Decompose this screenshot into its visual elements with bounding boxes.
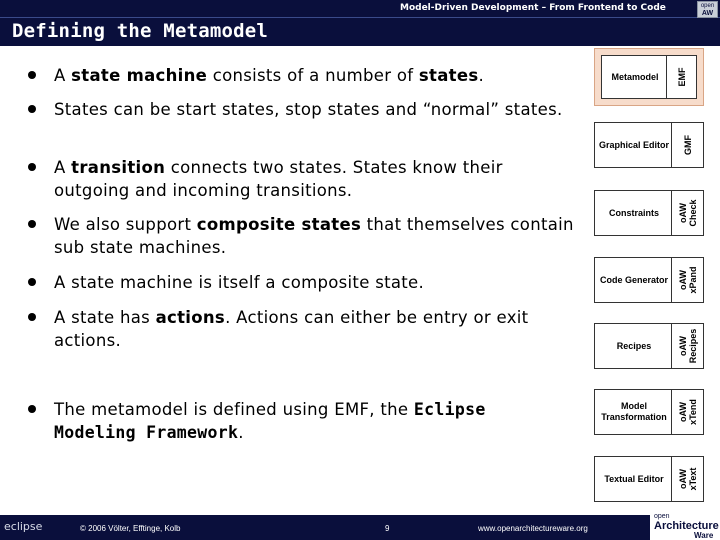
bullet-text-run: We also support: [54, 215, 197, 234]
oaw-logo: [697, 1, 718, 18]
bullet-emphasis: transition: [71, 158, 166, 177]
bullet-text-run: A: [54, 66, 72, 85]
tool-box: [594, 456, 704, 502]
tool-box-label: Metamodel: [611, 71, 659, 82]
bullet-emphasis: Eclipse Modeling Framework: [54, 400, 486, 442]
tool-box-label: Graphical Editor: [598, 139, 669, 150]
oa-logo-line2: Architecture: [654, 520, 719, 532]
eclipse-logo: eclipse: [4, 520, 43, 533]
site-url: www.openarchitectureware.org: [478, 524, 588, 533]
tool-box: [594, 122, 704, 168]
bullet-text-run: .: [238, 423, 244, 442]
tool-box-technology: [671, 191, 703, 235]
tool-box-label: Constraints: [608, 207, 659, 218]
bullet-text: [54, 156, 574, 202]
bullet-text-run: connects two states. States know their outgoing and incoming transitions.: [54, 158, 503, 200]
bullet-text-run: A: [54, 158, 72, 177]
bullet-text-run: A state machine is itself a composite state.: [54, 273, 425, 292]
bullet-text-run: States can be start states, stop states and “normal” states.: [54, 100, 563, 119]
bullet-emphasis: actions: [155, 308, 226, 327]
bullet-dot: [28, 405, 36, 413]
bullet-text-run: . Actions can either be entry or exit actions.: [54, 308, 529, 350]
oaw-logo-line1: open: [700, 3, 715, 9]
bullet-text: [54, 64, 574, 87]
bullet-dot: [28, 105, 36, 113]
bullet-dot: [28, 220, 36, 228]
oa-logo-line1: open: [654, 513, 670, 520]
tool-box-technology: [671, 457, 703, 501]
bullet-text: [54, 306, 574, 352]
tool-box: [594, 190, 704, 236]
bullet-emphasis: state machine: [71, 66, 208, 85]
bullet-dot: [28, 313, 36, 321]
tool-box-label: Code Generator: [599, 274, 668, 285]
openarchitectureware-logo: [650, 512, 720, 540]
bullet-text-run: A state has: [54, 308, 156, 327]
bullet-text: [54, 271, 574, 294]
tool-box-label: Model Transformation: [601, 401, 667, 422]
bullet-text: [54, 398, 574, 444]
tool-box: [594, 323, 704, 369]
tool-box-technology-label: oAW xText: [677, 467, 698, 491]
tool-box-technology-label: EMF: [676, 67, 687, 87]
bullet-dot: [28, 163, 36, 171]
bullet-text: [54, 213, 574, 259]
bullet-text-run: The metamodel is defined using EMF, the: [54, 400, 414, 419]
copyright: © 2006 Völter, Efftinge, Kolb: [80, 524, 181, 533]
oa-logo-line3: Ware: [694, 531, 714, 540]
tool-box: [594, 257, 704, 303]
tool-box-technology-label: oAW Check: [677, 199, 698, 227]
bullet-text-run: consists of a number of: [207, 66, 419, 85]
oaw-logo-line2: AW: [701, 10, 714, 17]
tool-box-technology: [666, 56, 696, 98]
tool-box-inner: [601, 55, 697, 99]
bullet-text-run: .: [478, 66, 485, 85]
tool-box-technology-label: GMF: [682, 135, 693, 155]
tool-box: [594, 48, 704, 106]
bullet-text-run: that themselves contain sub state machines.: [54, 215, 574, 257]
tool-box: [594, 389, 704, 435]
tool-box-technology: [671, 123, 703, 167]
bullet-text: [54, 98, 574, 121]
presentation-title: Model-Driven Development – From Frontend to Code: [400, 3, 666, 13]
tool-box-label: Recipes: [616, 340, 652, 351]
bullet-dot: [28, 278, 36, 286]
slide-title: Defining the Metamodel: [12, 20, 269, 42]
tool-box-technology-label: oAW Recipes: [677, 328, 698, 364]
tool-box-technology-label: oAW xTend: [677, 399, 698, 425]
tool-box-label: Textual Editor: [604, 473, 664, 484]
bullet-dot: [28, 71, 36, 79]
tool-box-technology: [671, 390, 703, 434]
tool-box-technology: [671, 258, 703, 302]
bullet-emphasis: states: [418, 66, 479, 85]
tool-box-technology: [671, 324, 703, 368]
page-number: 9: [385, 524, 390, 533]
bullet-emphasis: composite states: [196, 215, 362, 234]
title-divider: [0, 17, 720, 18]
tool-box-technology-label: oAW xPand: [677, 266, 698, 294]
